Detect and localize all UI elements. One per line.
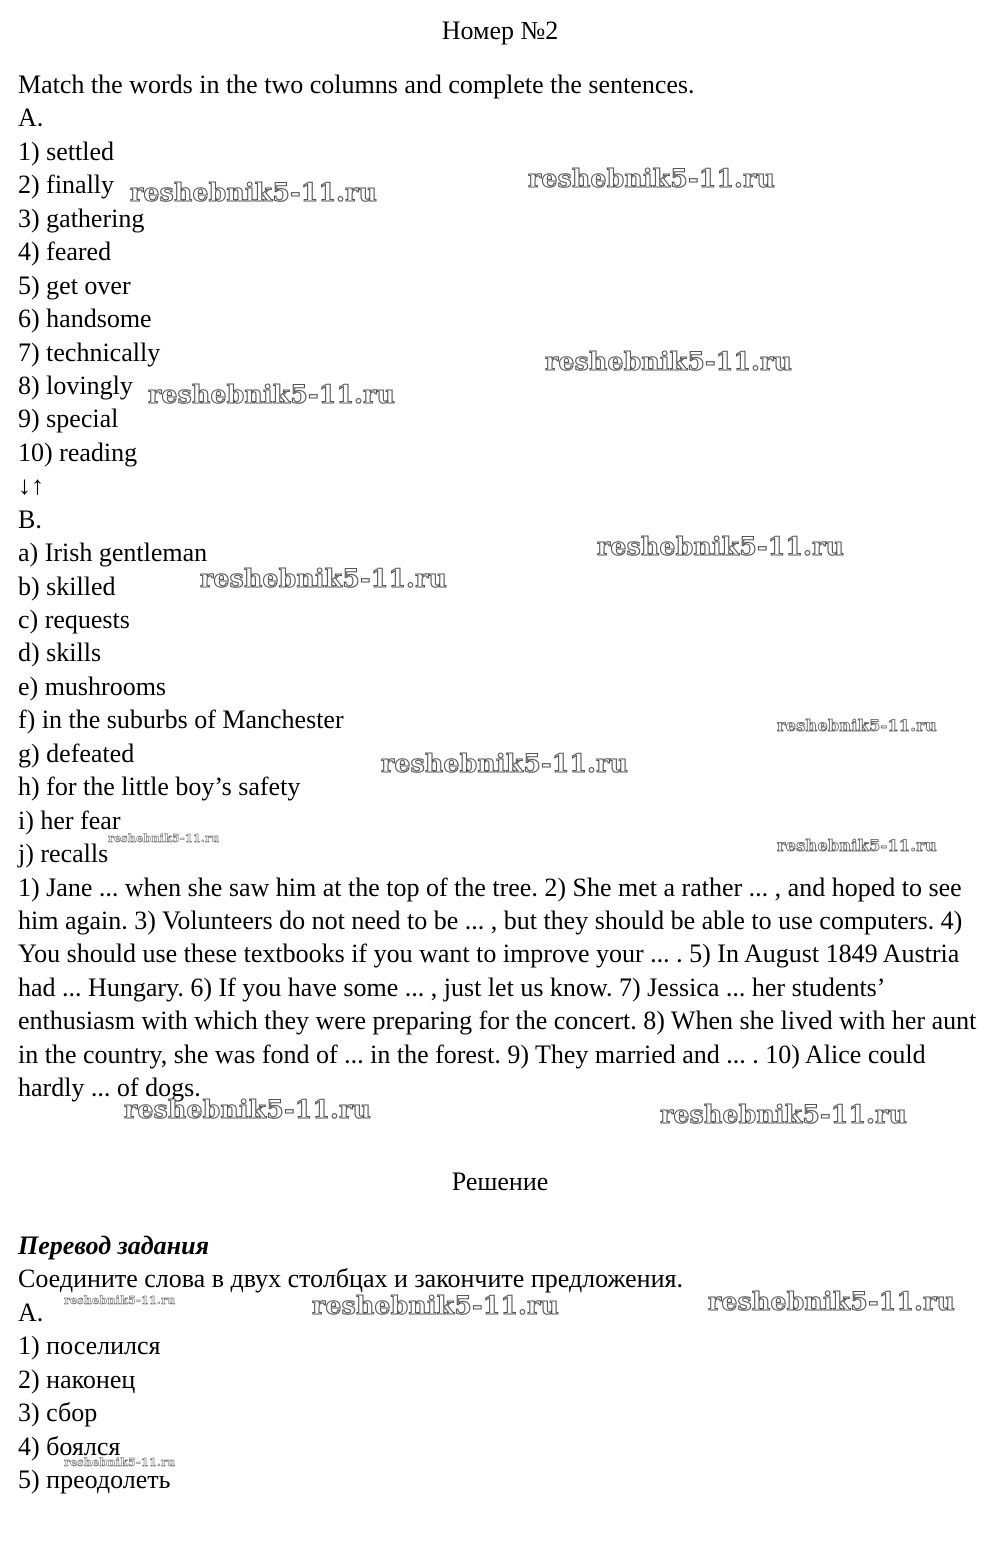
watermark: reshebnik5-11.ru	[777, 836, 937, 855]
column-a-item: 9) special	[18, 404, 119, 434]
column-b-item: e) mushrooms	[18, 671, 167, 701]
column-a-item: 8) lovingly	[18, 370, 133, 400]
column-a-item: 5) get over	[18, 270, 131, 300]
column-b-item: b) skilled	[18, 571, 116, 601]
column-b-item: d) skills	[18, 638, 102, 668]
column-b-list	[18, 536, 986, 870]
watermark: reshebnik5-11.ru	[108, 832, 220, 845]
translation-item: 3) сбор	[18, 1398, 98, 1428]
column-b-item: i) her fear	[18, 805, 121, 835]
column-a-item: 6) handsome	[18, 304, 152, 334]
translation-instruction: Соедините слова в двух столбцах и закончите предложения.	[18, 1264, 683, 1294]
column-b-label: B.	[18, 504, 42, 534]
watermark: reshebnik5-11.ru	[148, 380, 396, 409]
match-arrows: ↓↑	[18, 471, 44, 501]
translation-heading: Перевод задания	[18, 1231, 209, 1260]
watermark: reshebnik5-11.ru	[660, 1100, 908, 1129]
column-a-item: 1) settled	[18, 136, 115, 166]
column-b-item: h) for the little boy’s safety	[18, 772, 301, 802]
solution-title: Решение	[451, 1167, 549, 1196]
watermark: reshebnik5-11.ru	[200, 564, 448, 593]
page-title: Номер №2	[441, 16, 559, 45]
column-b-item: c) requests	[18, 605, 130, 634]
column-b-item: f) in the suburbs of Manchester	[18, 705, 344, 735]
watermark: reshebnik5-11.ru	[381, 749, 629, 778]
watermark: reshebnik5-11.ru	[708, 1287, 956, 1316]
watermark: reshebnik5-11.ru	[597, 532, 845, 561]
translation-item: 4) боялся	[18, 1431, 121, 1461]
watermark: reshebnik5-11.ru	[64, 1456, 176, 1469]
watermark: reshebnik5-11.ru	[528, 164, 776, 193]
column-b-item: g) defeated	[18, 738, 135, 768]
watermark: reshebnik5-11.ru	[777, 716, 937, 735]
column-a-item: 3) gathering	[18, 203, 145, 233]
translation-item: 2) наконец	[18, 1364, 136, 1394]
column-a-item: 2) finally	[18, 170, 115, 200]
column-b-item: a) Irish gentleman	[18, 538, 208, 568]
task-content	[18, 68, 986, 1105]
translation-item: 5) преодолеть	[18, 1465, 171, 1495]
column-a-label: A.	[18, 103, 44, 133]
watermark: reshebnik5-11.ru	[124, 1095, 372, 1124]
task-instruction: Match the words in the two columns and complete the sentences.	[18, 70, 695, 99]
gap-fill-sentences: 1) Jane ... when she saw him at the top of the tree. 2) She met a rather ... , and hoped to see him again. 3) Volunteers do not need to be ... , but they should be able to use computers. 4) You should use these textbooks if you want to improve your ... . 5) In August 1849 Austria had ... Hungary. 6) If you have some ... , just let us know. 7) Jessica ... her students’ enthusiasm with which they were preparing for the concert. 8) When she lived with her aunt in the country, she was fond of ... in the forest. 9) They married and ... . 10) Alice could hardly ... of dogs.	[18, 872, 977, 1103]
column-a-item: 7) technically	[18, 337, 161, 367]
watermark: reshebnik5-11.ru	[64, 1294, 176, 1307]
translation-item: 1) поселился	[18, 1331, 161, 1361]
watermark: reshebnik5-11.ru	[312, 1291, 560, 1320]
watermark: reshebnik5-11.ru	[545, 347, 793, 376]
column-a-item: 4) feared	[18, 237, 112, 267]
column-b-item: j) recalls	[18, 839, 109, 869]
translation-column-a-label: А.	[18, 1297, 44, 1327]
column-a-item: 10) reading	[18, 437, 138, 467]
watermark: reshebnik5-11.ru	[130, 178, 378, 207]
